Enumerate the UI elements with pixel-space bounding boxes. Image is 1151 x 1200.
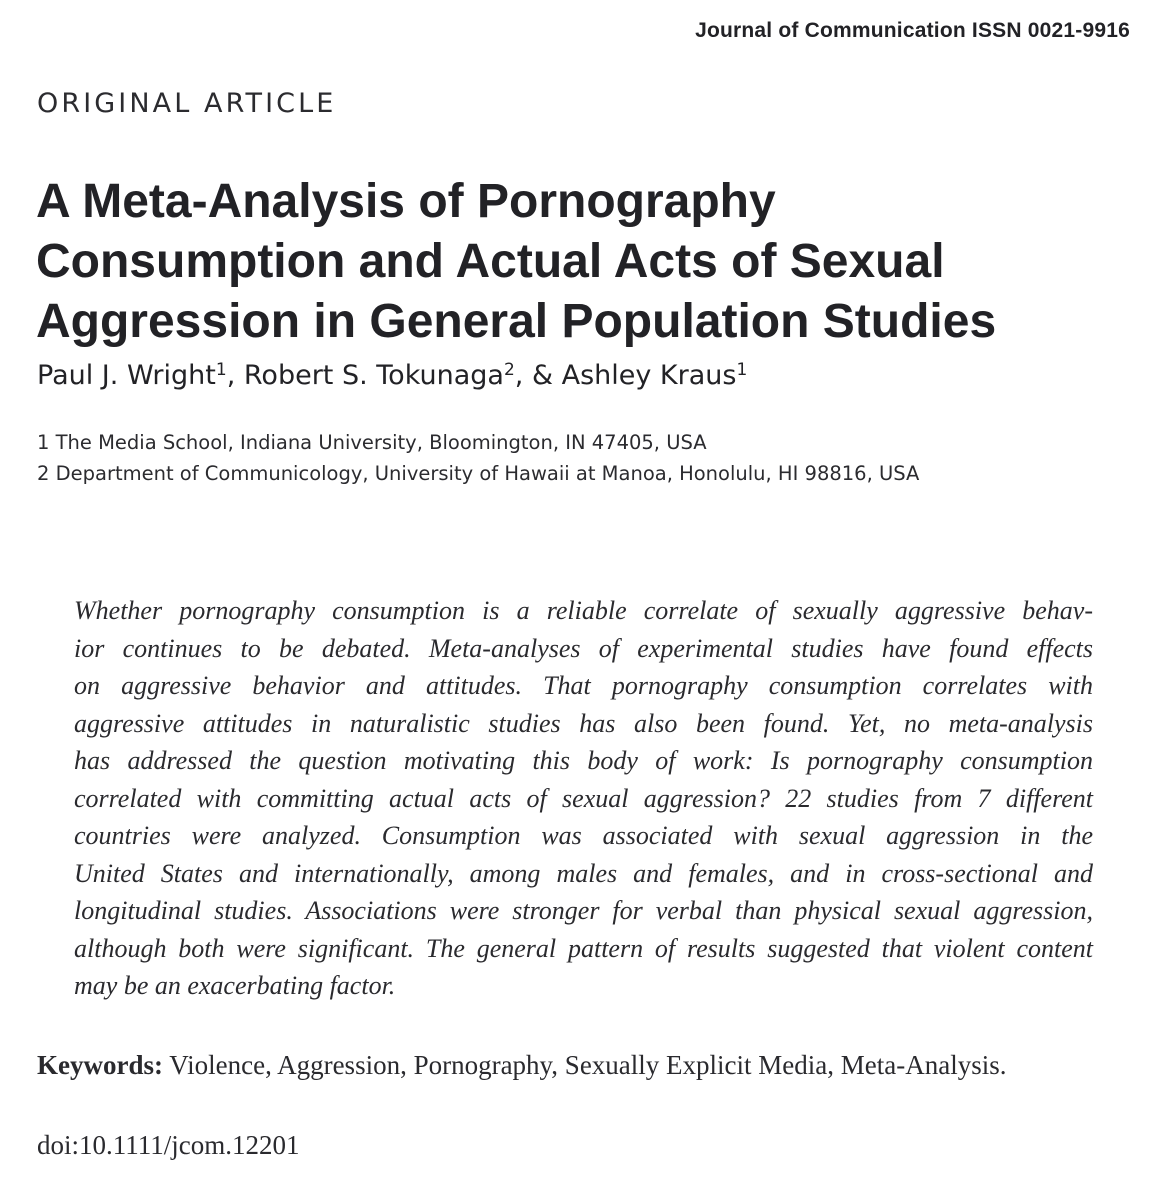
section-label: ORIGINAL ARTICLE <box>37 88 337 119</box>
author-separator: , <box>226 360 244 391</box>
author-separator: , & <box>514 360 562 391</box>
abstract-line: United States and internationally, among males and females, and in cross-sectional and <box>74 858 1093 888</box>
abstract-line: countries were analyzed. Consumption was associated with sexual aggression in the <box>74 821 1093 850</box>
keywords-text: Violence, Aggression, Pornography, Sexually Explicit Media, Meta-Analysis. <box>162 1050 1007 1080</box>
abstract-line: ior continues to be debated. Meta-analyses of experimental studies have found effects <box>74 633 1093 663</box>
abstract-line: aggressive attitudes in naturalistic studies has also been found. Yet, no meta-analysis <box>74 708 1093 738</box>
title-line: Consumption and Actual Acts of Sexual <box>36 235 945 288</box>
abstract-line: has addressed the question motivating this body of work: Is pornography consumption <box>74 746 1093 775</box>
title-line: A Meta-Analysis of Pornography <box>36 175 776 228</box>
author-affiliation-mark: 1 <box>215 360 227 380</box>
abstract <box>74 592 1093 1005</box>
title-line: Aggression in General Population Studies <box>36 295 997 348</box>
author-affiliation-mark: 1 <box>736 360 748 380</box>
journal-header: Journal of Communication ISSN 0021-9916 <box>695 19 1130 42</box>
author-list <box>37 360 747 391</box>
author-name: Ashley Kraus <box>561 360 737 391</box>
keywords-label: Keywords: <box>37 1050 163 1080</box>
abstract-line: Whether pornography consumption is a reliable correlate of sexually aggressive behav- <box>74 596 1093 625</box>
abstract-line: longitudinal studies. Associations were stronger for verbal than physical sexual aggression, <box>74 896 1093 925</box>
abstract-line: although both were significant. The general pattern of results suggested that violent content <box>74 933 1093 963</box>
doi[interactable]: doi:10.1111/jcom.12201 <box>37 1130 300 1160</box>
abstract-line: correlated with committing actual acts of sexual aggression? 22 studies from 7 different <box>74 783 1093 813</box>
author-name: Paul J. Wright <box>37 360 216 391</box>
affiliation: 2 Department of Communicology, University of Hawaii at Manoa, Honolulu, HI 98816, USA <box>37 462 920 485</box>
abstract-line: may be an exacerbating factor. <box>74 971 396 1000</box>
author-affiliation-mark: 2 <box>503 360 515 380</box>
author-name: Robert S. Tokunaga <box>243 360 504 391</box>
affiliation-list <box>37 427 919 489</box>
affiliation: 1 The Media School, Indiana University, Bloomington, IN 47405, USA <box>37 431 707 454</box>
article-title <box>36 172 1116 352</box>
keywords <box>37 1050 1006 1081</box>
abstract-line: on aggressive behavior and attitudes. That pornography consumption correlates with <box>74 671 1093 700</box>
